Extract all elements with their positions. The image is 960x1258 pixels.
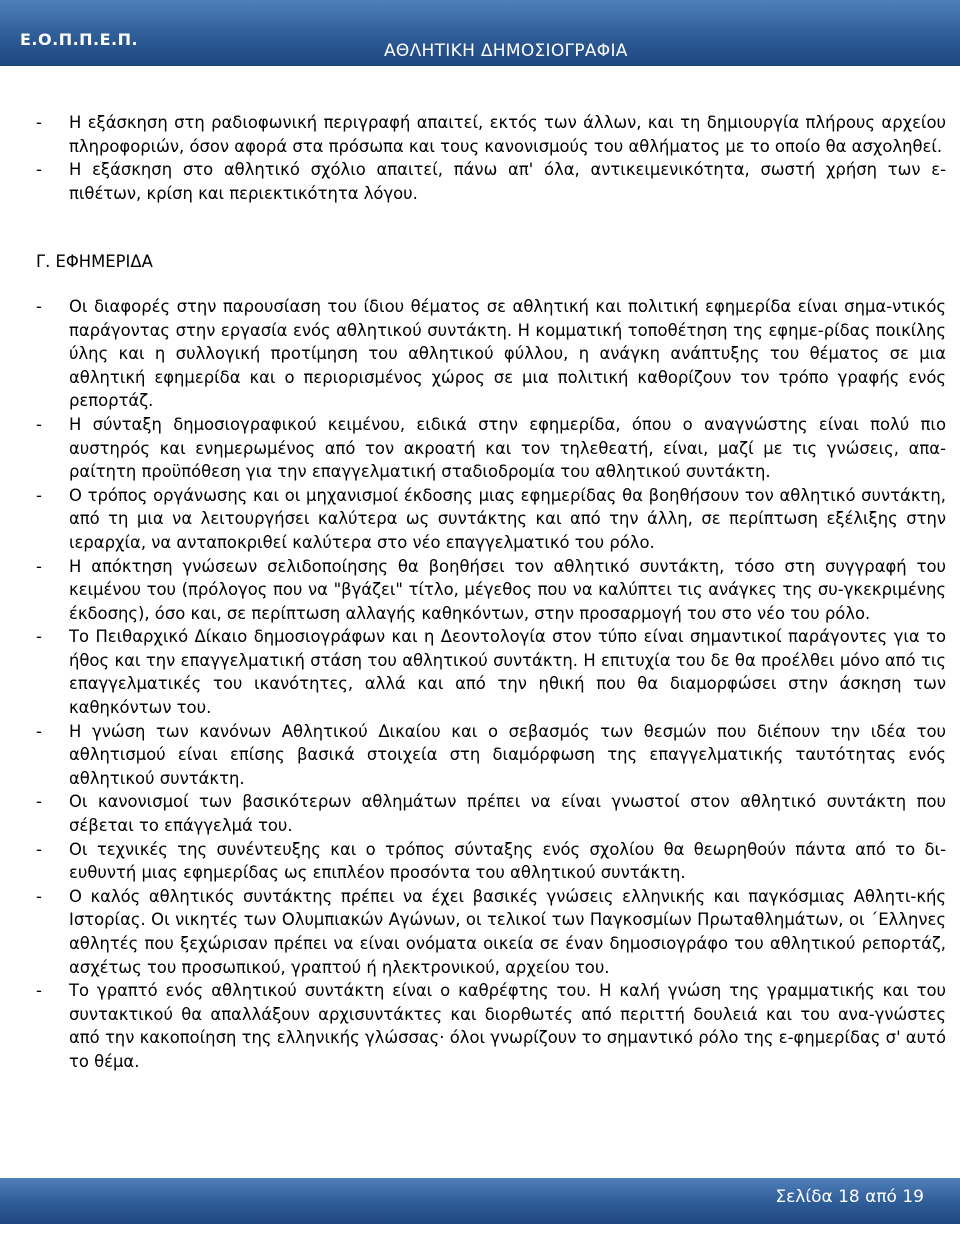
list-item-text: Η απόκτηση γνώσεων σελιδοποίησης θα βοηθήσει τον αθλητικό συντάκτη, τόσο στη συγγραφή του κειμένου του (πρόλογος που να "βγάζει" τίτλο, μέγεθος που να καλύπτει τις ανάγκες της συ-γκεκριμένης έκδοσης), όσο και, σε περίπτωση αλλαγής καθηκόντων, στην προσαρμογή του στο νέο του ρόλο. xyxy=(69,556,946,623)
list-item xyxy=(36,484,946,555)
section-heading: Γ. ΕΦΗΜΕΡΙΔΑ xyxy=(36,252,153,272)
list-marker: - xyxy=(36,627,42,647)
list-item-text: Ο τρόπος οργάνωσης και οι μηχανισμοί έκδοσης μιας εφημερίδας θα βοηθήσουν τον αθλητικό συντάκτη, από τη μια να λειτουργήσει καλύτερα ως συντάκτης και από την άλλη, σε περίπτωση εξέλιξης στην ιεραρχία, να ανταποκριθεί καλύτερα στο νέο επαγγελματικό του ρόλο. xyxy=(69,485,946,552)
list-marker: - xyxy=(36,839,42,859)
list-item xyxy=(36,885,946,979)
section-list xyxy=(36,295,946,1074)
list-item xyxy=(36,625,946,719)
document-title: ΑΘΛΗΤΙΚΗ ΔΗΜΟΣΙΟΓΡΑΦΙΑ xyxy=(384,41,628,61)
page-header xyxy=(0,0,960,66)
list-marker: - xyxy=(36,981,42,1001)
list-marker: - xyxy=(36,160,42,180)
list-item-text: Η σύνταξη δημοσιογραφικού κειμένου, ειδικά στην εφημερίδα, όπου ο αναγνώστης είναι πολύ πιο αυστηρός και ενημερωμένος από τον ακροατή και τον τηλεθεατή, είναι, μαζί με τις γνώσεις, απα-ραίτητη προϋπόθεση για την επαγγελματική σταδιοδρομία του αθλητικού συντάκτη. xyxy=(69,414,946,482)
list-item-text: Οι διαφορές στην παρουσίαση του ίδιου θέματος σε αθλητική και πολιτική εφημερίδα είναι σημα-ντικός παράγοντας στην εργασία ενός αθλητικού συντάκτη. Η κομματική τοποθέτηση της εφημε-ρίδας ποικίλης ύλης και η συλλογική προτίμηση του αθλητικού φύλλου, η ανάγκη ανάπτυξης του θέματος σε μια αθλητική εφημερίδα και ο περιορισμένος χώρος σε μια πολιτική καθορίζουν τον τρόπο γραφής ενός ρεπορτάζ. xyxy=(69,296,946,411)
list-marker: - xyxy=(36,792,42,812)
page-number: Σελίδα 18 από 19 xyxy=(775,1187,924,1207)
list-marker: - xyxy=(36,414,42,434)
list-marker: - xyxy=(36,485,42,505)
list-item xyxy=(36,413,946,484)
list-item xyxy=(36,720,946,791)
page-footer xyxy=(0,1178,960,1224)
list-marker: - xyxy=(36,296,42,316)
list-item-text: Το Πειθαρχικό Δίκαιο δημοσιογράφων και η Δεοντολογία στον τύπο είναι σημαντικοί παράγοντες για το ήθος και την επαγγελματική στάση του αθλητικού συντάκτη. Η επιτυχία του δε θα προέλθει μόνο από τις επαγγελματικές του ικανότητες, αλλά και από την ηθική που θα διαμορφώσει στην άσκηση των καθηκόντων του. xyxy=(69,627,946,718)
list-item xyxy=(36,838,946,885)
list-item-text: Οι κανονισμοί των βασικότερων αθλημάτων πρέπει να είναι γνωστοί στον αθλητικό συντάκτη που σέβεται το επάγγελμά του. xyxy=(69,792,946,836)
list-item-text: Η γνώση των κανόνων Αθλητικού Δικαίου και ο σεβασμός των θεσμών που διέπουν την ιδέα του αθλητισμού είναι επίσης βασικά στοιχεία στη διαμόρφωση της επαγγελματικής ταυτότητας ενός αθλητικού συντάκτη. xyxy=(69,721,946,788)
list-item xyxy=(36,295,946,413)
list-item-text: Η εξάσκηση στη ραδιοφωνική περιγραφή απαιτεί, εκτός των άλλων, και τη δημιουργία πλήρους αρχείου πληροφοριών, όσον αφορά στα πρόσωπα και τους κανονισμούς του αθλήματος με το οποίο θα ασχοληθεί. xyxy=(69,113,946,156)
organization-name: Ε.Ο.Π.Π.Ε.Π. xyxy=(20,30,139,49)
list-marker: - xyxy=(36,886,42,906)
list-item-text: Οι τεχνικές της συνέντευξης και ο τρόπος σύνταξης ενός σχολίου θα θεωρηθούν πάντα από το δι-ευθυντή μιας εφημερίδας ως επιπλέον προσόντα του αθλητικού συντάκτη. xyxy=(69,839,946,883)
list-item-text: Η εξάσκηση στο αθλητικό σχόλιο απαιτεί, πάνω απ' όλα, αντικειμενικότητα, σωστή χρήση των ε-πιθέτων, κρίση και περιεκτικότητα λόγου. xyxy=(69,160,946,203)
list-item-text: Ο καλός αθλητικός συντάκτης πρέπει να έχει βασικές γνώσεις ελληνικής και παγκόσμιας Αθλητι-κής Ιστορίας. Οι νικητές των Ολυμπιακών Αγώνων, οι τελικοί των Παγκοσμίων Πρωταθλημάτων, οι ΄Ελληνες αθλητές που ξεχώρισαν πρέπει να είναι ονόματα οικεία σε έναν δημοσιογράφο του αθλητικού ρεπορτάζ, ασχέτως του προσωπικού, γραπτού ή ηλεκτρονικού, αρχείου του. xyxy=(69,886,946,977)
intro-list xyxy=(36,111,946,205)
list-item xyxy=(36,158,946,205)
list-marker: - xyxy=(36,113,42,132)
list-marker: - xyxy=(36,721,42,741)
list-item xyxy=(36,111,946,158)
list-item-text: Το γραπτό ενός αθλητικού συντάκτη είναι ο καθρέφτης του. Η καλή γνώση της γραμματικής και του συντακτικού θα απαλλάξουν αρχισυντάκτες και διορθωτές από περιττή δουλειά και του ανα-γνώστες από την κακοποίηση της ελληνικής γλώσσας· όλοι γνωρίζουν το σημαντικό ρόλο της ε-φημερίδας σ' αυτό το θέμα. xyxy=(69,981,946,1071)
list-item xyxy=(36,555,946,626)
list-item xyxy=(36,979,946,1073)
list-item xyxy=(36,790,946,837)
list-marker: - xyxy=(36,556,42,576)
document-body xyxy=(36,111,946,1074)
